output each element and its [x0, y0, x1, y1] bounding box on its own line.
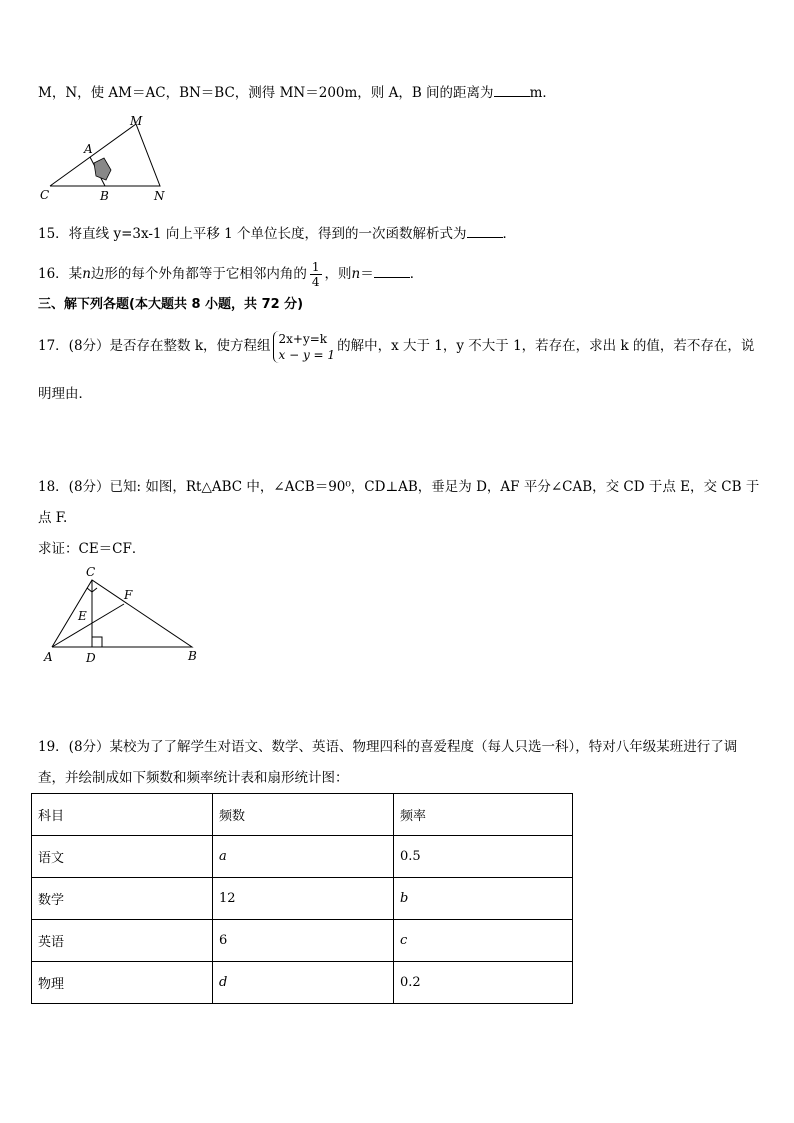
answer-blank [467, 223, 503, 238]
table-row: 物理 d 0.2 [32, 962, 573, 1004]
header-subject: 科目 [32, 794, 213, 836]
label-E: E [78, 609, 87, 623]
q14-text: M，N，使 AM＝AC，BN＝BC，测得 MN＝200m，则 A，B 间的距离为 m． [38, 82, 556, 103]
q14-figure [38, 114, 178, 206]
q19-text-line1: 19．(8分）某校为了了解学生对语文、数学、英语、物理四科的喜爱程度（每人只选一科），特对八年级某班进行了调 [38, 739, 738, 755]
q18-prove: 求证：CE＝CF． [38, 541, 146, 557]
equation-system: 2x+y=k x − y = 1 [273, 331, 336, 363]
q17-text: 17．(8分）是否存在整数 k，使方程组 2x+y=k x − y = 1 的解中，x 大于 1，y 不大于 1，若存在，求出 k 的值，若不存在，说 [38, 331, 755, 362]
header-count: 频数 [213, 794, 394, 836]
label-B: B [188, 649, 197, 663]
frequency-table [31, 793, 573, 1004]
label-M: M [130, 114, 143, 128]
label-N: N [154, 189, 165, 203]
fraction-one-quarter: $\frac{1}{4}$ [311, 260, 320, 289]
label-A: A [44, 650, 53, 664]
q15-text: 15．将直线 y=3x-1 向上平移 1 个单位长度，得到的一次函数解析式为 ． [38, 223, 516, 244]
label-C: C [86, 565, 96, 579]
label-F: F [124, 588, 133, 602]
label-D: D [86, 651, 96, 665]
label-C: C [40, 188, 50, 202]
table-header-row [32, 794, 573, 836]
q18-text-line1: 18．(8分）已知: 如图，Rt△ABC 中，∠ACB＝90⁰，CD⊥AB，垂足为 D，AF 平分∠CAB，交 CD 于点 E，交 CB 于 [38, 479, 760, 495]
q17-text-line2: 明理由． [38, 386, 92, 402]
q18-figure [40, 562, 210, 672]
table-row: 数学 12 b [32, 878, 573, 920]
answer-blank [494, 82, 530, 97]
q18-text-line2: 点 F. [38, 510, 68, 526]
q16-text: 16．某n边形的每个外角都等于它相邻内角的 $\frac{1}{4}$ ，则n＝ ． [38, 260, 424, 289]
label-B: B [100, 189, 109, 203]
q19-text-line2: 查，并绘制成如下频数和频率统计表和扇形统计图： [38, 770, 349, 786]
answer-blank [374, 263, 410, 278]
header-rate: 频率 [394, 794, 573, 836]
table-row: 英语 6 c [32, 920, 573, 962]
table-row: 语文 a 0.5 [32, 836, 573, 878]
section-title: 三、解下列各题(本大题共 8 小题，共 72 分) [38, 297, 304, 312]
label-A: A [84, 142, 93, 156]
